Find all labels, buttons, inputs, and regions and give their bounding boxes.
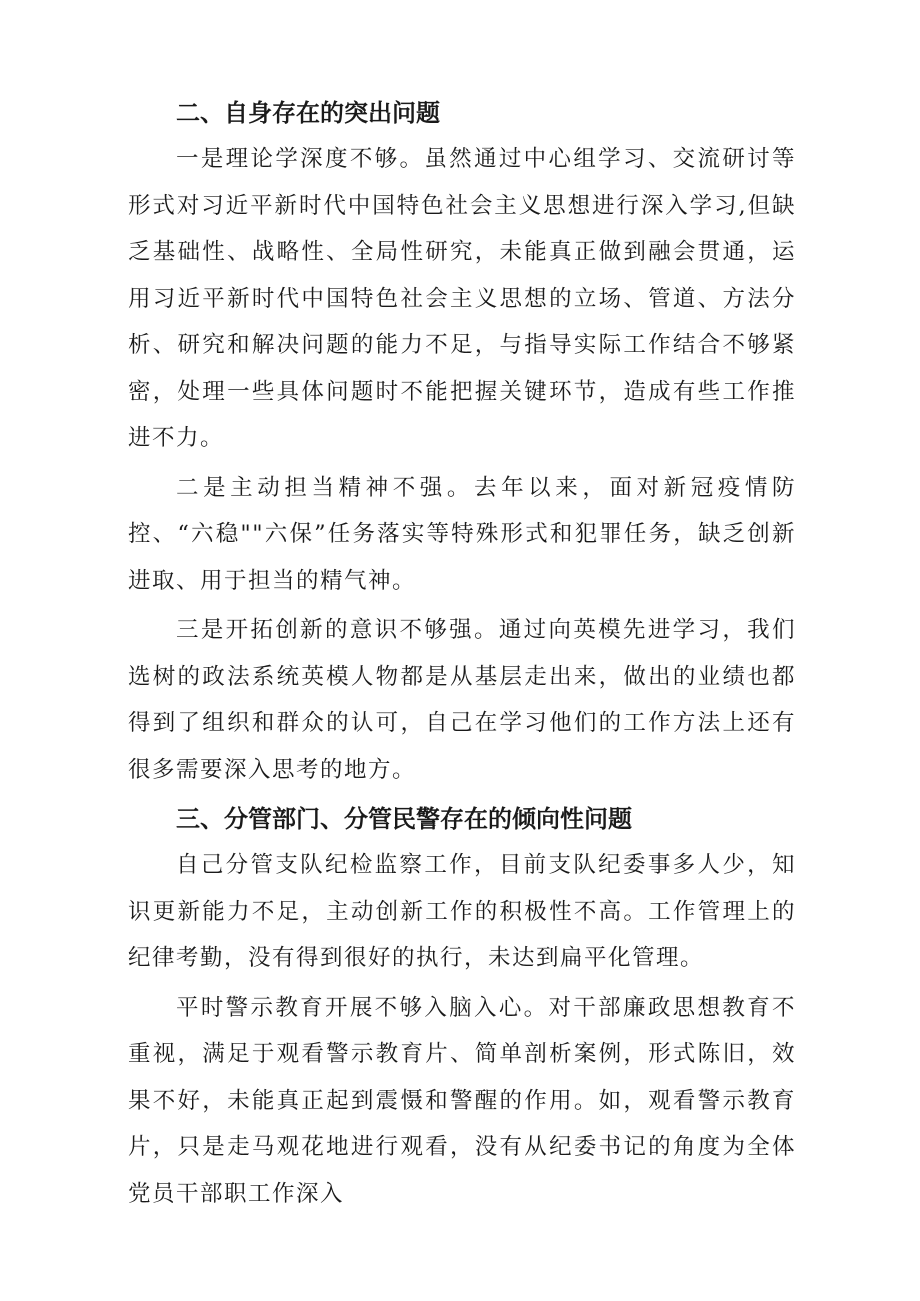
section-heading-3: 三、分管部门、分管民警存在的倾向性问题 [176,805,632,833]
paragraph-warning-education: 平时警示教育开展不够入脑入心。对干部廉政思想教育不重视，满足于观看警示教育片、简单剖析案例，形式陈旧，效果不好，未能真正起到震慑和警醒的作用。如，观看警示教育片，只是走马观花地进行观看，没有从纪委书记的角度为全体党员干部职工作深入 [128,994,796,1207]
section-heading-2: 二、自身存在的突出问题 [176,99,440,127]
paragraph-innovation: 三是开拓创新的意识不够强。通过向英模先进学习，我们选树的政法系统英模人物都是从基层走出来，做出的业绩也都得到了组织和群众的认可，自己在学习他们的工作方法上还有很多需要深入思考的地方。 [128,617,796,783]
paragraph-discipline-work: 自己分管支队纪检监察工作，目前支队纪委事多人少，知识更新能力不足，主动创新工作的积极性不高。工作管理上的纪律考勤，没有得到很好的执行，未达到扁平化管理。 [128,852,796,971]
paragraph-theory-depth: 一是理论学深度不够。虽然通过中心组学习、交流研讨等形式对习近平新时代中国特色社会主义思想进行深入学习,但缺乏基础性、战略性、全局性研究，未能真正做到融会贯通，运用习近平新时代中国特色社会主义思想的立场、管道、方法分析、研究和解决问题的能力不足，与指导实际工作结合不够紧密，处理一些具体问题时不能把握关键环节，造成有些工作推进不力。 [128,146,796,451]
paragraph-initiative: 二是主动担当精神不强。去年以来，面对新冠疫情防控、“六稳""六保”任务落实等特殊形式和犯罪任务，缺乏创新进取、用于担当的精气神。 [128,474,796,594]
document-body [128,90,796,1220]
